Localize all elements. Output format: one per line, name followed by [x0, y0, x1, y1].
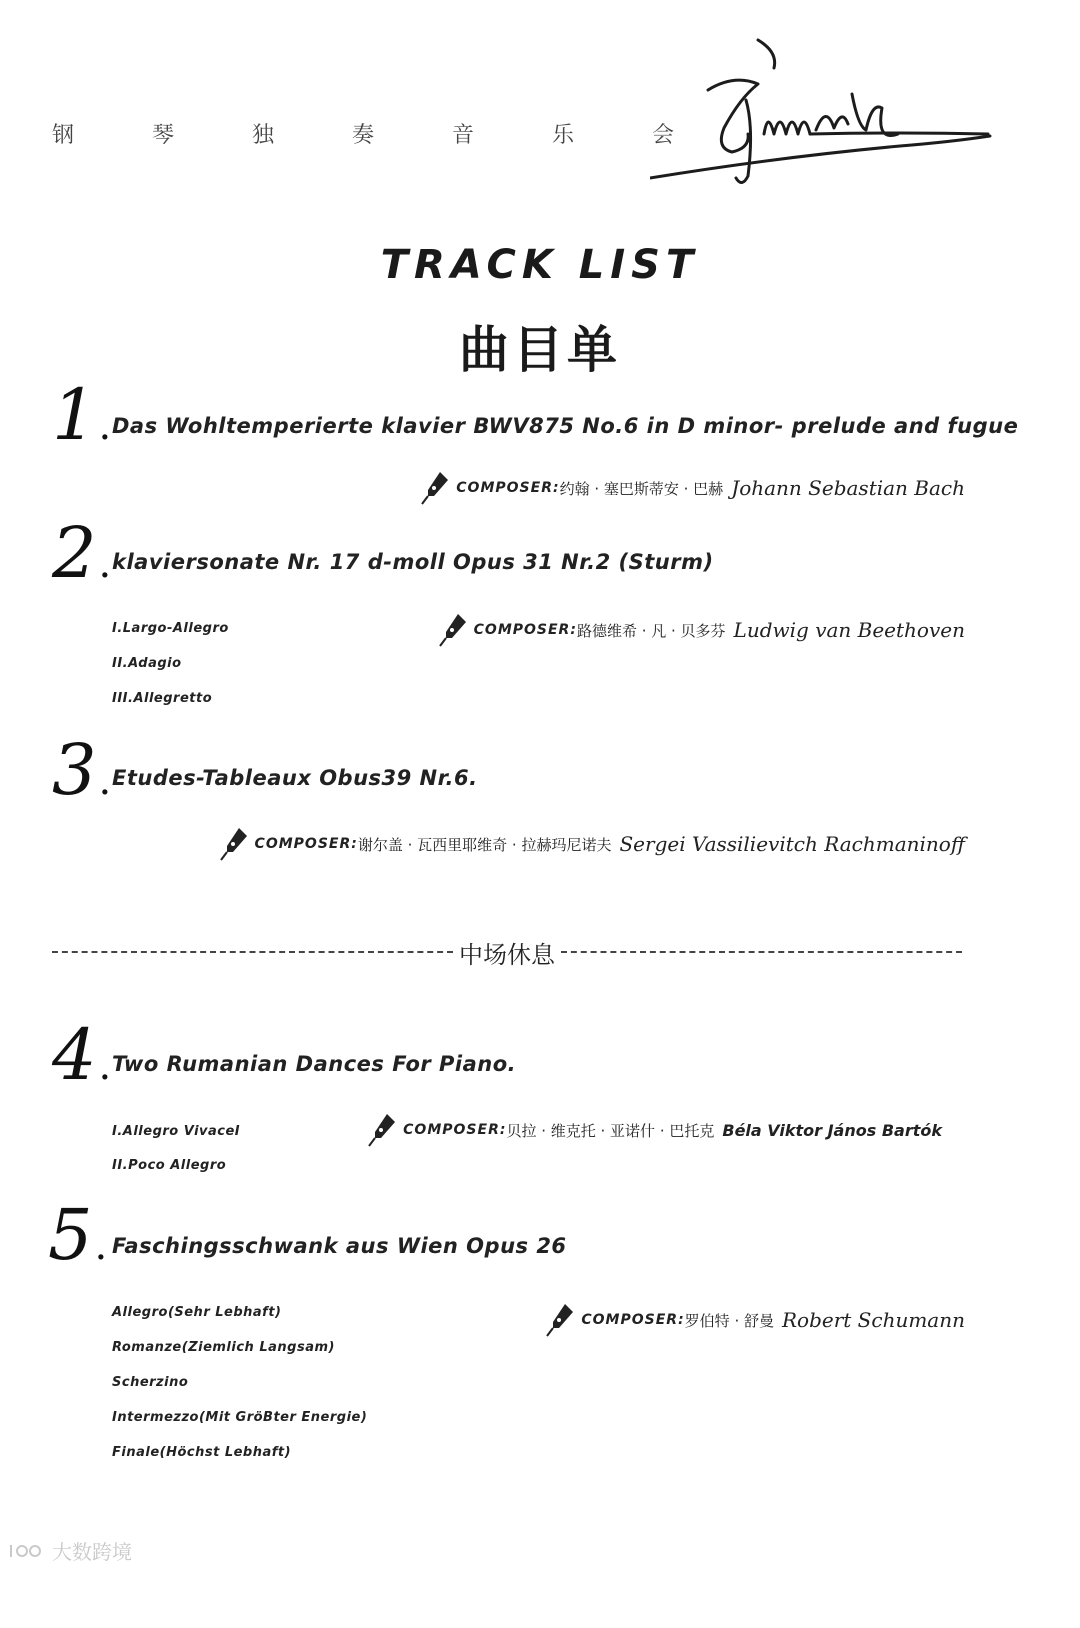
fountain-pen-icon	[438, 612, 468, 648]
composer-line	[420, 470, 965, 506]
intermission-label: 中场休息	[459, 940, 555, 969]
movement: Scherzino	[112, 1375, 189, 1390]
track-number-text: 5	[48, 1194, 93, 1276]
watermark	[8, 1536, 132, 1565]
movement: Finale(Höchst Lebhaft)	[112, 1445, 292, 1460]
movement: Allegro(Sehr Lebhaft)	[112, 1305, 282, 1320]
concert-title-char: 琴	[152, 123, 175, 148]
movement: I.Largo-Allegro	[112, 621, 229, 636]
composer-label: COMPOSER:	[473, 622, 577, 638]
divider-line	[52, 951, 453, 953]
track-title: Das Wohltemperierte klavier BWV875 No.6 in D minor- prelude and fugue	[112, 414, 1019, 438]
track-number-text: 4	[52, 1014, 97, 1096]
divider-line	[561, 951, 962, 953]
composer-label: COMPOSER:	[254, 836, 358, 852]
concert-title-char: 钢	[52, 123, 75, 148]
movement: II.Poco Allegro	[112, 1158, 227, 1173]
intermission-divider	[52, 935, 962, 969]
concert-title-char: 乐	[552, 123, 575, 148]
fountain-pen-icon	[219, 826, 249, 862]
track-list-heading: TRACK LIST	[380, 242, 700, 288]
track-title: Faschingsschwank aus Wien Opus 26	[112, 1234, 567, 1258]
track-number: 4.	[52, 1014, 112, 1096]
watermark-logo-icon	[8, 1541, 46, 1561]
track-title: Two Rumanian Dances For Piano.	[112, 1052, 517, 1076]
watermark-text: 大数跨境	[52, 1540, 132, 1564]
movement: I.Allegro VivaceI	[112, 1124, 241, 1139]
concert-title	[52, 118, 752, 149]
concert-title-char: 独	[252, 123, 275, 148]
track-list-heading-zh: 曲目单	[459, 320, 621, 379]
track-number: 5.	[48, 1194, 108, 1276]
fountain-pen-icon	[367, 1112, 397, 1148]
composer-name-zh: 路德维希 · 凡 · 贝多芬	[576, 621, 726, 640]
movement: Romanze(Ziemlich Langsam)	[112, 1340, 335, 1355]
composer-line	[219, 826, 965, 862]
fountain-pen-icon	[545, 1302, 575, 1338]
composer-name-zh: 约翰 · 塞巴斯蒂安 · 巴赫	[559, 479, 724, 498]
movement: Intermezzo(Mit GröBter Energie)	[112, 1410, 368, 1425]
composer-label: COMPOSER:	[456, 480, 560, 496]
composer-name-en: Sergei Vassilievitch Rachmaninoff	[619, 832, 965, 856]
composer-label: COMPOSER:	[403, 1122, 507, 1138]
track-number-text: 1	[52, 374, 97, 456]
track-number-text: 3	[52, 729, 97, 811]
track-title: klaviersonate Nr. 17 d-moll Opus 31 Nr.2 (Sturm)	[112, 550, 714, 574]
track-number-text: 2	[52, 512, 97, 594]
movement: III.Allegretto	[112, 691, 213, 706]
track-number: 3.	[52, 729, 112, 811]
fountain-pen-icon	[420, 470, 450, 506]
track-number: 1.	[52, 374, 112, 456]
composer-line	[367, 1112, 942, 1148]
composer-label: COMPOSER:	[581, 1312, 685, 1328]
movement: II.Adagio	[112, 656, 182, 671]
track-title: Etudes-Tableaux Obus39 Nr.6.	[112, 766, 478, 790]
signature-image	[650, 38, 1030, 208]
composer-name-en: Béla Viktor János Bartók	[722, 1120, 942, 1140]
concert-title-char: 奏	[352, 123, 375, 148]
composer-line	[545, 1302, 965, 1338]
composer-name-en: Ludwig van Beethoven	[733, 618, 965, 642]
concert-title-char: 会	[652, 123, 675, 148]
track-number: 2.	[52, 512, 112, 594]
composer-name-zh: 罗伯特 · 舒曼	[684, 1311, 774, 1330]
composer-name-zh: 贝拉 · 维克托 · 亚诺什 · 巴托克	[506, 1121, 715, 1140]
composer-name-en: Robert Schumann	[781, 1308, 965, 1332]
concert-title-char: 音	[452, 123, 475, 148]
composer-name-en: Johann Sebastian Bach	[731, 476, 965, 500]
composer-name-zh: 谢尔盖 · 瓦西里耶维奇 · 拉赫玛尼诺夫	[357, 835, 612, 854]
composer-line	[438, 612, 965, 648]
